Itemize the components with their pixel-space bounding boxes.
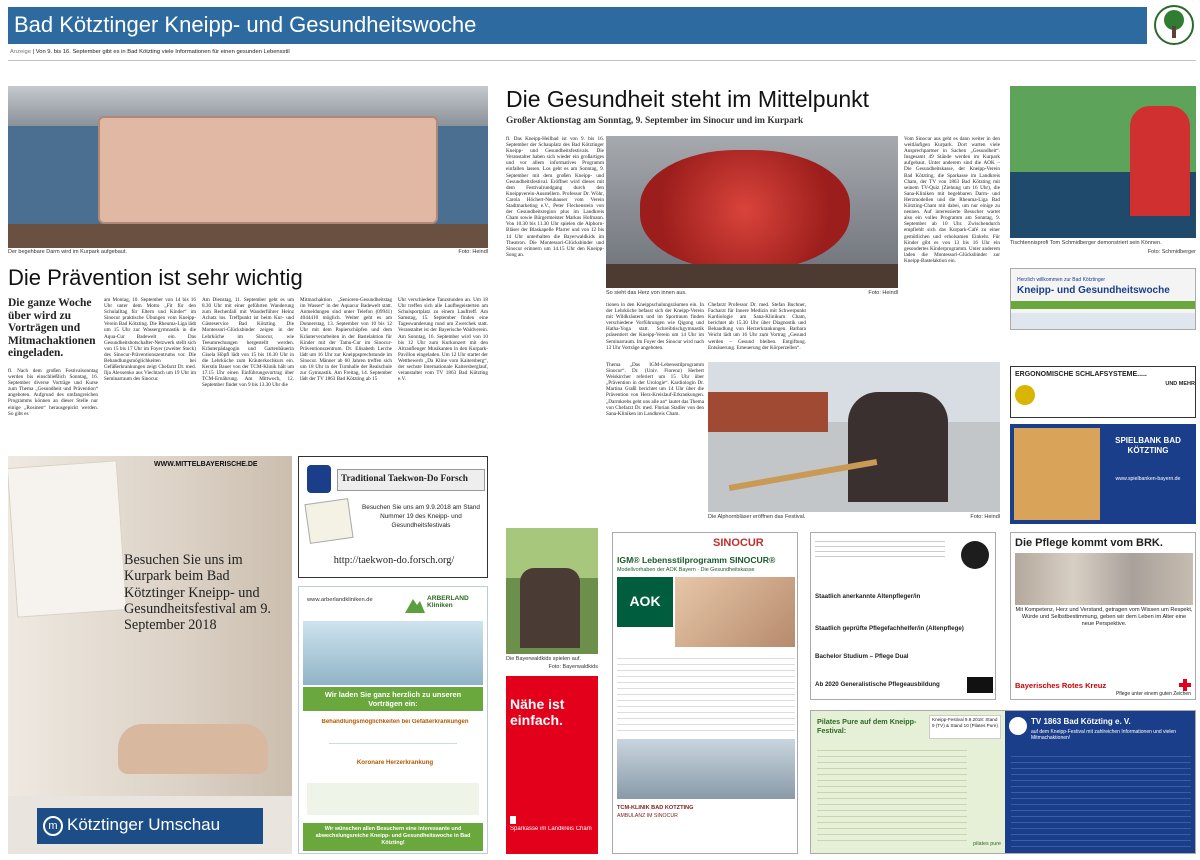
ping-player	[1130, 106, 1190, 216]
tv-title: TV 1863 Bad Kötzting e. V.	[1031, 717, 1131, 726]
ergo-logo-icon	[1015, 385, 1035, 405]
left-lead: Die ganze Woche über wird zu Vorträgen und Mitmachaktionen eingeladen.	[8, 297, 96, 359]
anzeige-label: Anzeige	[10, 49, 31, 55]
sinocur-ad	[612, 532, 798, 854]
taekwondo-title-bar	[337, 469, 485, 491]
sinocur-couple-photo	[675, 577, 795, 647]
sinocur-title: IGM® Lebensstilprogramm SINOCUR®	[617, 555, 776, 565]
left-col2: am Montag, 10. September von 14 bis 16 Uhr unter dem Motto „Fit für den Schulalltag für Eltern und Kinder“ im Sinocur praktische Übungen vom Kneipp-Verein Bad Kötzting. Die Rheuma-Liga lädt um 15 Uhr zur Wassergymnastik in die Aqua-Cur Badewelt ein. Das Gesundheitsbotschafter-Netzwerk stellt sich von 15 bis 17 Uhr im Foyer (zweiter Stock) des Sinocur-Präventionszentrums vor. Die Behandlungsmöglichkeiten bei Gefäßerkrankungen zeigt Chefarzt Dr. med. Ilja Alexsenko aus Viechtach um 19 Uhr im Seminarraum des Sinocur.	[104, 297, 196, 383]
arberland-logo-text: ARBERLAND Kliniken	[427, 595, 469, 609]
arberland-divider	[329, 743, 457, 744]
center-col1: fl. Das Kneipp-Heilbad ist von 9. bis 16. September der Schauplatz des Bad Kötztinger Kneipp- und Gesundheitsfestivals. Die Veranstalter haben sich wieder ein großartiges und vor allem informatives Programm einfallen lassen. Los geht es am Sonntag, 9. September mit dem großen Kneipp- und Gesundheitsfestival. Eröffnet wird dieses mit dem Festivalrundgang durch den Kneippverein-Ausstellern. Professor Dr. Wöhr, Carola Höchert-Neuhauser vom Verein Stadtmarketing e.V., Peter Fleckenstein von der Gesundheitsregion plus im Landkreis Cham sowie Bürgermeister Markus Hofmann. Von 10.30 bis 11.30 Uhr spielen die Alphorn-Bläser der Blaskapelle Pfarrer und von 12 bis 14 Uhr unterhalten die Bayerwaldkids im Theatron. Die Montessori-Glücksbinder und Sinocur erinnern um 14.15 Uhr den Kneipp-Song an.	[506, 136, 604, 258]
tree-logo-icon	[1152, 4, 1196, 46]
arberland-logo	[405, 591, 485, 617]
arberland-talk1: Behandlungsmöglichkeiten bei Gefäßerkrankungen	[321, 719, 469, 725]
newspaper-shape	[8, 460, 127, 617]
left-headline: Die Prävention ist sehr wichtig	[8, 265, 303, 290]
spielbank-title: SPIELBANK BAD KÖTZTING	[1115, 436, 1181, 455]
mittelbayerische-ad-text: Besuchen Sie uns im Kurpark beim Bad Kötztinger Kneipp- und Gesundheitsfestival am 9. September 2018	[124, 552, 271, 634]
tv-section	[1005, 711, 1196, 854]
mittelbayerische-url[interactable]: WWW.MITTELBAYERISCHE.DE	[154, 461, 258, 468]
arberland-leistungen-box	[307, 783, 479, 815]
brk-text: Mit Kompetenz, Herz und Verstand, getragen vom Wissen um Respekt, Würde und Selbstbestimmung, geben wir dem Leben im Alter eine neue Perspektive.	[1015, 607, 1193, 627]
umschau-logo-icon: m	[43, 816, 63, 836]
sparkasse-ad	[506, 676, 598, 854]
header-bar	[8, 7, 1147, 44]
center-col4: Vom Sinocur aus geht es dann weiter in den weitläufigen Kurpark. Dort warten viele Ansprechpartner in Sachen „Gesundheit“. Insgesamt 49 Stände werden im Kurpark aufgebaut. Unter anderem sind die AOK – Die Gesundheitskasse, der Kneipp-Verein Bad Kötzting, die Sparkasse im Landkreis Cham, der TV von 1863 Bad Kötzting mit seinem TV-Quiz (Ziehung um 16 Uhr), die Sana-Kliniken mit begehbaren Darm- und Herzmodellen und die Rheuma-Liga Bad Kötzting-Cham mit dabei, um nur einige zu nennen. Auf interessierte Besucher wartet also ein volles Programm am Sonntag, 9. September ab 10 Uhr. Zwischendurch empfiehlt sich das Kurpark-Café zu einer gemütlichen und erholsamen Einkehr. Für Kinder gibt es von 13 bis 16 Uhr ein gesondertes Kinderprogramm. Unter anderem laden die Montessori-Glücksbinder zur Kneipp-Bastelaktion ein.	[904, 136, 1000, 264]
alphorn-photo	[708, 362, 1000, 512]
koetztinger-umschau-bar	[37, 808, 263, 844]
darm-caption: Der begehbare Darm wird im Kurpark aufgebaut.	[8, 249, 127, 255]
mittelbayerische-ad	[8, 456, 292, 854]
spielbank-photo	[1014, 428, 1100, 520]
subline-sep: |	[32, 49, 36, 55]
spielbank-url[interactable]: www.spielbanken-bayern.de	[1115, 476, 1181, 482]
feet-shape	[118, 724, 268, 774]
alphorn-players	[848, 392, 948, 502]
pilates-title: Pilates Pure auf dem Kneipp-Festival:	[817, 717, 917, 735]
berufsfach-title2: Staatlich geprüfte Pflegefachhelfer/in (Altenpflege)	[815, 625, 964, 632]
taekwondo-logo-icon	[307, 465, 331, 493]
tcm-photo	[617, 739, 795, 799]
umschau-logo-text: Kötztinger Umschau	[67, 815, 221, 834]
festival-banner-strip	[1011, 313, 1196, 329]
spielbank-ad	[1010, 424, 1196, 524]
brk-photos	[1015, 553, 1193, 605]
arberland-footer: Wir wünschen allen Besuchern eine interessante und abwechslungsreiche Kneipp- und Gesundheitswoche in Bad Kötzting!	[315, 826, 471, 846]
subline	[10, 49, 610, 59]
pilates-stand: Kneipp-Festival 9.9.2018: Stand 9 (TV) & Stand 10 (Pilates Pure)	[932, 717, 998, 728]
sparkasse-claim: Nähe ist einfach.	[510, 696, 565, 728]
arberland-headline-bar	[303, 687, 483, 711]
darm-credit: Foto: Heindl	[458, 249, 488, 255]
kids-people	[520, 568, 580, 648]
center-col2: Thema „Das IGM-Lebensstilprogramm Sinocur“. Dr. (Univ. Florenz) Herbert Weiskircher referiert um 15 Uhr über „Prävention in der Urologie“. Kardiologin Dr. Martina Graßl berichtet um 14 Uhr über die Prävention von Herz-Kreislauf-Erkrankungen. „Darmkrebs geht uns alle an“ lautet das Thema von Chefarzt Dr. med. Florian Stadler von den Sana-Kliniken im Landkreis Cham.	[606, 362, 704, 417]
vhs-logo-icon	[967, 677, 993, 693]
ping-caption: Tischtennisprofi Tom Schmidberger demonstriert sein Können.	[1010, 240, 1162, 246]
left-col5: Uhr verschiedene Tanzstunden an. Um 18 Uhr treffen sich alle Laufbegeisterten am Schulsportplatz zu einem Lauftreff. Am Samstag, 15. September finden eine Tageswanderung rund um Zwerchek statt. Veranstaltet ist der Bayerische Waldverein. Am Sonntag, 16. September wird von 10 bis 12 Uhr zum Kurkonzert mit den Altrauflenger Musikanten in den Kurpark-Pavillon eingeladen. Um 12 Uhr startet der Wettbewerb „Da Kline vom Kaitersberg“, der sechste Internationale Kaitersberglauf, veranstaltet vom TV 1863 Bad Kötzting e.V.	[398, 297, 488, 383]
header-rule	[8, 60, 1196, 61]
darm-photo-model	[98, 116, 438, 224]
darm-photo-floor	[8, 224, 488, 248]
brk-brand: Bayerisches Rotes Kreuz	[1015, 681, 1107, 690]
ergo-more: UND MEHR	[1165, 381, 1195, 387]
sinocur-body-text	[617, 653, 795, 733]
subline-text: Von 9. bis 16. September gibt es in Bad Kötzting viele Informationen für einen gesunden Lebensstil	[35, 49, 290, 55]
tree-logo	[1152, 4, 1196, 46]
herz-photo	[606, 136, 898, 288]
alphorn-credit: Foto: Heindl	[970, 514, 1000, 520]
berufsfach-title3: Bachelor Studium – Pflege Dual	[815, 653, 909, 660]
berufsfach-title1: Staatlich anerkannte Altenpfleger/in	[815, 593, 921, 600]
red-cross-icon	[1179, 679, 1191, 691]
pilates-schedule	[817, 745, 967, 841]
taekwondo-text: Besuchen Sie uns am 9.9.2018 am Stand Nummer 19 des Kneipp- und Gesundheitsfestivals	[362, 504, 480, 529]
sparkasse-brand: Sparkasse im Landkreis Cham	[510, 826, 592, 832]
pilates-tv-ad	[810, 710, 1196, 854]
herz-credit: Foto: Heindl	[868, 290, 898, 296]
berufsfach-title4: Ab 2020 Generalistische Pflegeausbildung	[815, 681, 940, 688]
taekwondo-ad	[298, 456, 488, 578]
kids-photo	[506, 528, 598, 654]
page-title: Bad Kötztinger Kneipp- und Gesundheitswoche	[14, 12, 477, 37]
sinocur-sub: Modellvorhaben der AOK Bayern · Die Gesundheitskasse	[617, 567, 755, 573]
brk-slogan: Pflege unter einem guten Zeichen	[1115, 691, 1191, 697]
tv-sub: auf dem Kneipp-Festival mit zahlreichen Informationen und vielen Mitmachaktionen!	[1031, 729, 1177, 741]
ergo-ad	[1010, 366, 1196, 418]
tv-logo-icon	[1009, 717, 1027, 735]
arberland-mountain-icon	[405, 595, 425, 613]
center-col1b: tionen in den Kneippschulungsräumen ein. In der Lehrküche befasst sich der Kneipp-Verein mit Wildkräutern und im Sportraum finden verschiedene Vorführungen wie Qigong und Hatha-Yoga statt. Schreibtischgymnastik präsentiert der Kneipp-Verein um 14 Uhr im Seminarraum. Im Foyer des Sinocur wird nach 13 Uhr Vorträge angeboten.	[606, 302, 704, 351]
arberland-talk2: Koronare Herzerkrankung	[356, 759, 434, 766]
alphorn-caption: Die Alphornbläser eröffnen das Festival.	[708, 514, 806, 520]
festival-banner-sub: Herzlich willkommen zur Bad Kötztinger	[1017, 277, 1106, 283]
pilates-footer: pilates pure	[973, 841, 1001, 847]
center-subhead: Großer Aktionstag am Sonntag, 9. September im Sinocur und im Kurpark	[506, 116, 804, 126]
herz-model	[640, 150, 850, 270]
aok-box	[617, 577, 673, 627]
left-col1: fl. Nach dem großen Festivalsonntag werden bis einschließlich Sonntag, 16. September diverse Vorträge und Kurse zum Thema „Gesundheit und Prävention“ angeboten. Aufgrund des umfangreichen Programms können an dieser Stelle nur einige „Rosinen“ herausgepickt werden. So gibt es	[8, 368, 98, 417]
brk-title: Die Pflege kommt vom BRK.	[1015, 537, 1163, 549]
taekwondo-title: Traditional Taekwon-Do Forsch	[341, 474, 468, 484]
ping-photo	[1010, 86, 1196, 238]
darm-photo	[8, 86, 488, 248]
kids-caption: Die Bayerwaldkids spielen auf.	[506, 656, 581, 662]
arberland-ad	[298, 586, 488, 854]
arberland-photo	[303, 621, 483, 685]
arberland-url[interactable]: www.arberlandkliniken.de	[307, 597, 373, 603]
pilates-section	[811, 711, 1005, 854]
pilates-stand-box	[929, 715, 1001, 739]
brk-ad	[1010, 532, 1196, 700]
taekwondo-sticker	[304, 498, 353, 544]
center-col3: Chefarzt Professor Dr. med. Stefan Buchner, Facharzt für Innere Medizin mit Schwerpunkt Kardiologie am Sana-Klinikum Cham, berichtet ab 15.30 Uhr über Diagnostik und Behandlung von Herzerkrankungen. Barbara Veicht lädt um 16 Uhr zum Vortrag „Gesund werden – Gesund bleiben. Entgiftung. Entsäuerung. Erneuerung der Körperzellen“.	[708, 302, 806, 351]
tcm-name: TCM-KLINIK BAD KÖTZTING	[617, 805, 694, 811]
left-col3: Am Dienstag, 11. September geht es um 8.30 Uhr mit einer geführten Wanderung zum Rechenfall mit Wanderführer Heinz Achatz los. Treffpunkt ist beim Kur- und Gästeservice Bad Kötzting. Die Montessori-Glücksbinder zeigen in der Lehrküche im Sinocur, wie Teeumrechungen hergestellt werden. Kräuterpädagogin und Gartenbäuerin Gisela Höpfl lädt von 15 bis 16.30 Uhr in die Lehrküche zum Kräuterkochkurs ein. Kerstin Bauer von der TCM-Klinik hält um 17.15 Uhr einen Einführungsvortrag über TCM-Ernährung. Am Mittwoch, 12. September findet von 9 bis 13.30 Uhr die	[202, 297, 294, 389]
festival-banner-stripe	[1011, 301, 1196, 309]
sparkasse-logo-icon	[510, 816, 516, 824]
alphorn-roof	[708, 392, 828, 432]
herz-caption: So sieht das Herz von innen aus.	[606, 290, 687, 296]
taekwondo-url[interactable]: http://taekwon-do.forsch.org/	[333, 555, 455, 566]
arberland-headline: Wir laden Sie ganz herzlich zu unseren Vorträgen ein:	[324, 690, 462, 708]
festival-banner-ad	[1010, 268, 1196, 330]
tcm-sub: AMBULANZ IM SINOCUR	[617, 813, 678, 819]
arberland-footer-bar	[303, 823, 483, 851]
center-headline: Die Gesundheit steht im Mittelpunkt	[506, 86, 870, 112]
berufsfach-header	[815, 537, 945, 561]
berufsfach-ad	[810, 532, 996, 700]
ping-credit: Foto: Schmidberger	[1147, 249, 1196, 255]
bfs-logo-icon	[961, 541, 989, 569]
festival-banner-title: Kneipp- und Gesundheitswoche	[1017, 285, 1170, 296]
kids-credit: Foto: Bayerwaldkids	[548, 664, 598, 670]
left-col4: Mitmachaktion „Senioren-Gesundheitstag im Wasser“ in der Aquacur Badewelt statt. Anmeldungen sind unter Telefon (09941) 4044410 möglich. Weiter geht es am Donnerstag, 13. September von 10 bis 12 Uhr mit dem Papierschöpfen und dem Kräuterverarbeiten in der Bastelaktion für Kinder mit der Tamu-Cur im Sinocur-Präventionszentrum. Dr. Elisabeth Lerche lädt um 16 Uhr zur Kneippsprechstunde im Sinocur. Männer ab 60 Jahren treffen sich um 18 Uhr in der Turnhalle der Realschule zur Gymnastik. Am Freitag, 14. September lädt der TV 1863 Bad Kötzting ab 15	[300, 297, 392, 383]
herz-floor	[606, 264, 898, 288]
sinocur-logo: SINOCUR	[713, 537, 764, 549]
aok-logo: AOK	[629, 593, 661, 609]
tv-schedule	[1011, 751, 1191, 849]
ergo-title: ERGONOMISCHE SCHLAFSYSTEME.....	[1015, 371, 1147, 378]
